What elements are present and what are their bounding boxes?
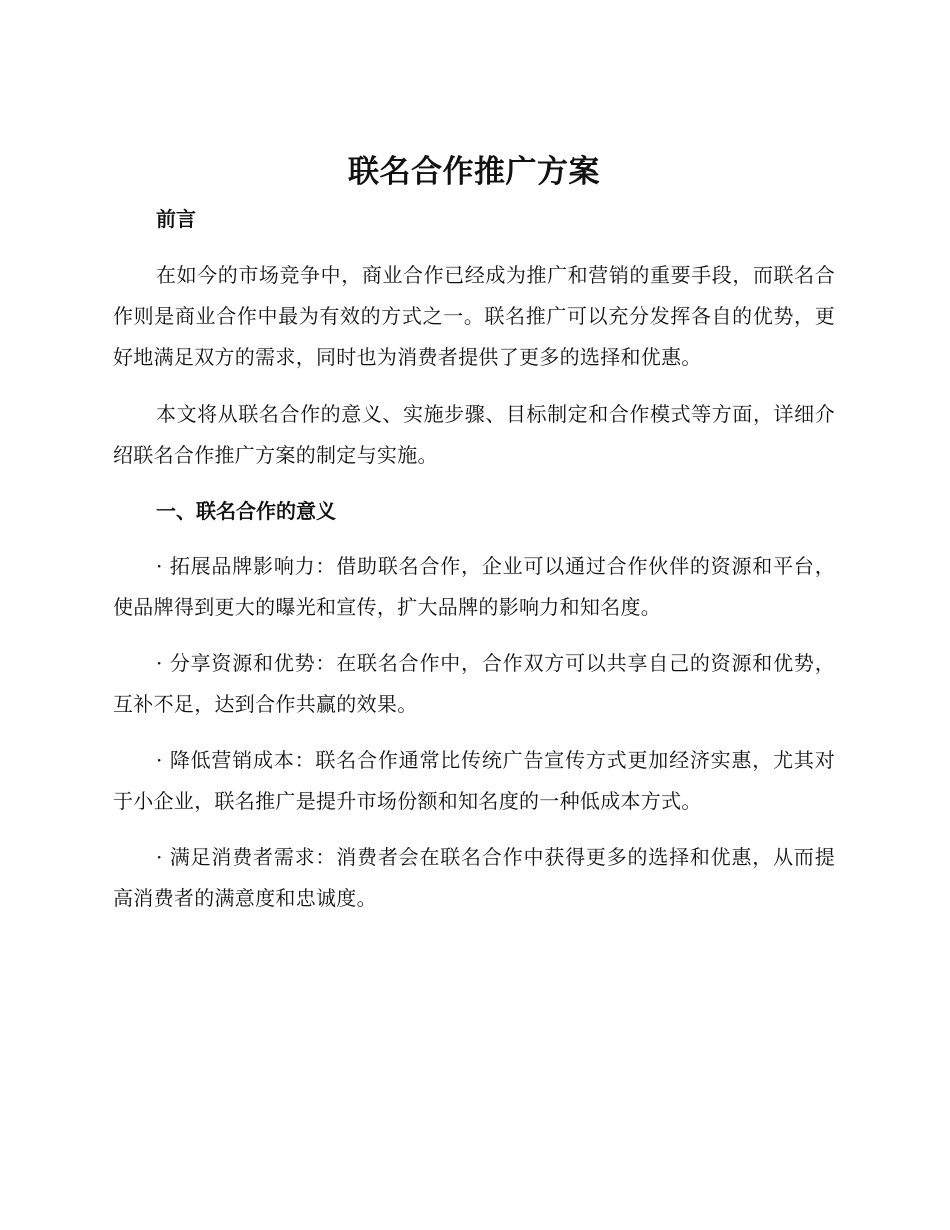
section-1-item-1: · 拓展品牌影响力：借助联名合作，企业可以通过合作伙伴的资源和平台，使品牌得到更大的曝光和宣传，扩大品牌的影响力和知名度。 xyxy=(113,554,835,619)
section-1-item-2: · 分享资源和优势：在联名合作中，合作双方可以共享自己的资源和优势，互补不足，达到合作共赢的效果。 xyxy=(113,651,835,716)
preface-paragraph-1: 在如今的市场竞争中，商业合作已经成为推广和营销的重要手段，而联名合作则是商业合作中最为有效的方式之一。联名推广可以充分发挥各自的优势，更好地满足双方的需求，同时也为消费者提供了更多的选择和优惠。 xyxy=(113,263,835,369)
section-1-item-3: · 降低营销成本：联名合作通常比传统广告宣传方式更加经济实惠，尤其对于小企业，联名推广是提升市场份额和知名度的一种低成本方式。 xyxy=(113,748,835,813)
section-1-heading: 一、联名合作的意义 xyxy=(156,499,336,523)
preface-paragraph-2: 本文将从联名合作的意义、实施步骤、目标制定和合作模式等方面，详细介绍联名合作推广方案的制定与实施。 xyxy=(113,402,835,467)
section-1-item-4: · 满足消费者需求：消费者会在联名合作中获得更多的选择和优惠，从而提高消费者的满意度和忠诚度。 xyxy=(113,845,835,910)
preface-heading: 前言 xyxy=(156,207,196,231)
document-title: 联名合作推广方案 xyxy=(348,154,600,190)
